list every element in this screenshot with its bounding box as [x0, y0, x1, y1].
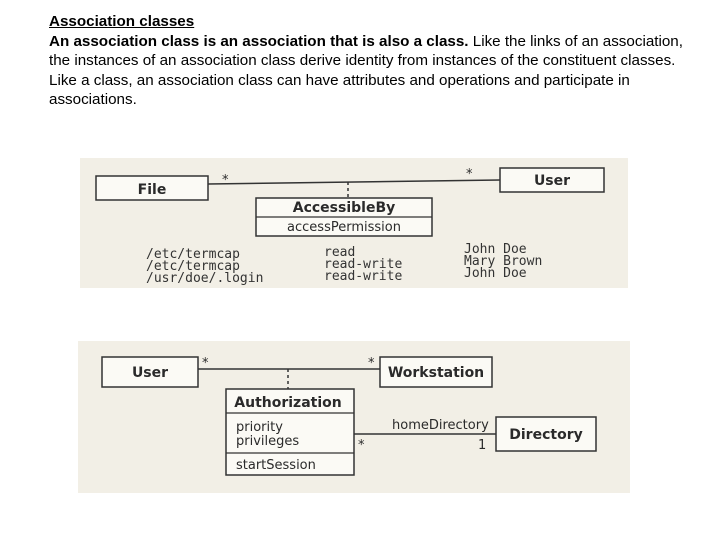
figure-accessibleby	[80, 158, 628, 288]
authorization-attr-priority: priority	[236, 420, 283, 435]
workstation-class-name: Workstation	[387, 365, 485, 381]
mult-auth-ws: *	[368, 356, 375, 371]
mult-file: *	[222, 173, 229, 188]
authorization-diagram	[78, 341, 630, 493]
link-file-2: /etc/termcap	[146, 259, 240, 274]
user-class-name: User	[533, 173, 571, 189]
authorization-operation: startSession	[236, 458, 316, 473]
link-file-3: /usr/doe/.login	[146, 271, 264, 286]
file-class-name: File	[137, 182, 167, 198]
link-user-1: John Doe	[464, 242, 527, 257]
link-perm-1: read	[324, 245, 356, 260]
link-file-1: /etc/termcap	[146, 247, 240, 262]
auth-user-class-name: User	[131, 365, 169, 381]
second-paragraph: Like a class, an association class can have attributes and operations and participate in associations.	[49, 71, 630, 109]
accessibleby-class-name: AccessibleBy	[292, 200, 396, 216]
directory-class-name: Directory	[509, 427, 583, 443]
link-user-2: Mary Brown	[464, 254, 543, 269]
link-perm-2: read-write	[324, 257, 403, 272]
home-directory-label: homeDirectory	[392, 418, 489, 433]
mult-directory: 1	[478, 438, 487, 453]
mult-auth-user: *	[202, 356, 209, 371]
authorization-class-name: Authorization	[234, 395, 342, 411]
link-user-3: John Doe	[464, 266, 527, 281]
mult-auth-dir-side: *	[358, 438, 365, 453]
definition-paragraph	[49, 32, 689, 71]
definition-rest: Like the links of an association, the instances of an association class derive identity from instances of the constituent classes.	[49, 32, 683, 70]
authorization-attr-privileges: privileges	[236, 434, 300, 449]
definition-bold: An association class is an association that is also a class.	[49, 32, 469, 50]
accessibleby-attribute: accessPermission	[287, 220, 401, 235]
mult-user: *	[466, 167, 473, 182]
association-line	[208, 180, 500, 184]
link-perm-3: read-write	[324, 269, 403, 284]
section-heading: Association classes	[49, 13, 195, 30]
accessibleby-diagram	[80, 158, 628, 288]
text-block	[49, 12, 689, 110]
figure-authorization	[78, 341, 630, 493]
